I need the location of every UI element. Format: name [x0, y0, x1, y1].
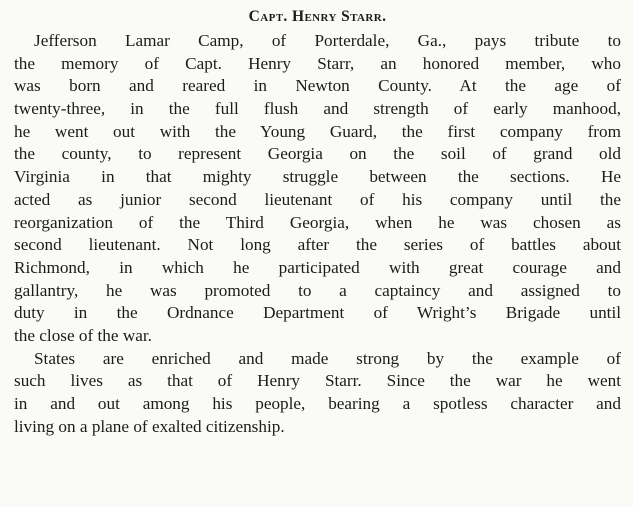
- text-line: the close of the war.: [14, 325, 152, 345]
- text-line: duty in the Ordnance Department of Wright’s Brigade until: [14, 303, 621, 323]
- text-line: living on a plane of exalted citizenship.: [14, 416, 285, 436]
- text-line: acted as junior second lieutenant of his company until the: [14, 189, 621, 209]
- article-body: [14, 30, 621, 438]
- text-line: in and out among his people, bearing a spotless character and: [14, 394, 621, 413]
- text-line: the county, to represent Georgia on the soil of grand old: [14, 144, 621, 164]
- paragraph-2: [14, 348, 621, 439]
- text-line: gallantry, he was promoted to a captaincy and assigned to: [14, 280, 621, 300]
- paragraph-1: [14, 30, 621, 348]
- text-line: the memory of Capt. Henry Starr, an honored member, who: [14, 53, 621, 73]
- text-line: second lieutenant. Not long after the series of battles about: [14, 235, 621, 255]
- text-line: he went out with the Young Guard, the first company from: [14, 121, 621, 141]
- text-line: twenty-three, in the full flush and strength of early manhood,: [14, 99, 621, 119]
- article-title: Capt. Henry Starr.: [248, 8, 387, 25]
- text-line: States are enriched and made strong by the example of: [34, 348, 621, 368]
- text-line: was born and reared in Newton County. At the age of: [14, 76, 621, 96]
- text-line: such lives as that of Henry Starr. Since the war he went: [14, 371, 621, 391]
- text-line: reorganization of the Third Georgia, when he was chosen as: [14, 212, 621, 232]
- text-line: Virginia in that mighty struggle between the sections. He: [14, 167, 621, 187]
- text-line: Jefferson Lamar Camp, of Porterdale, Ga., pays tribute to: [34, 31, 621, 50]
- text-line: Richmond, in which he participated with great courage and: [14, 257, 621, 277]
